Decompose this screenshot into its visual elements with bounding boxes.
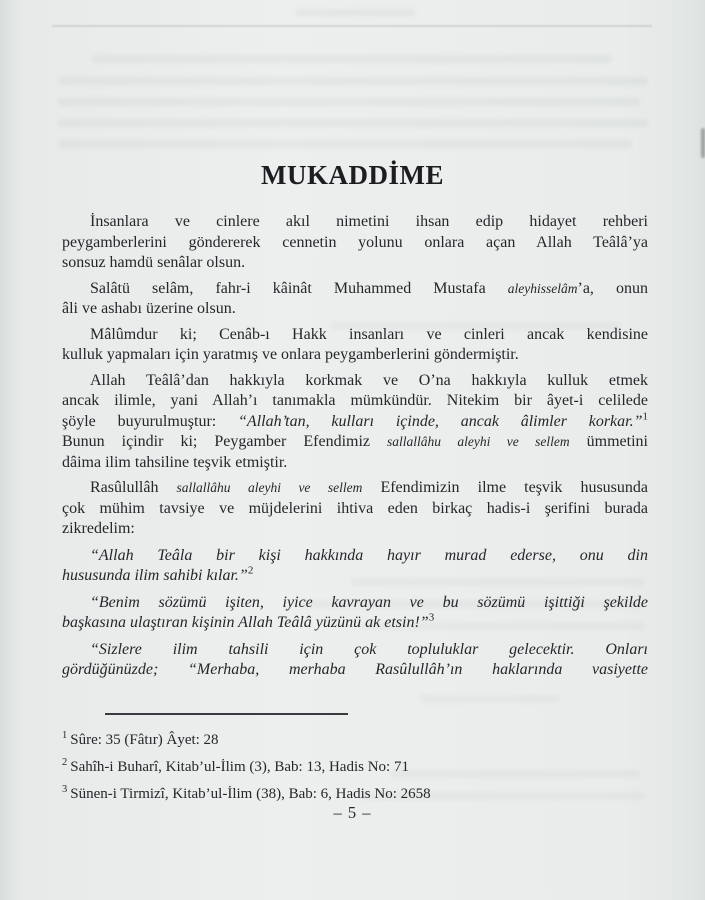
bleedthrough-text-ghost — [58, 119, 648, 127]
footnotes — [62, 731, 648, 812]
text-line: çok mühim tavsiye ve müjdelerini ihtiva eden birkaç hadis-i şerifini burada — [62, 499, 648, 517]
text-line: dâima ilim tahsiline teşvik etmiştir. — [62, 453, 288, 471]
footnote — [62, 731, 648, 750]
bleedthrough-text-ghost — [58, 98, 640, 106]
bleedthrough-text-ghost — [420, 695, 560, 703]
quote-paragraph — [62, 546, 648, 587]
footnote — [62, 785, 648, 804]
text-line: Mâlûmdur ki; Cenâb-ı Hakk insanları ve cinleri ancak kendisine — [90, 325, 648, 343]
text-line: şöyle buyurulmuştur: “Allah’tan, kulları içinde, ancak âlimler korkar.”$^1$ — [62, 410, 649, 430]
text-line: “Sizlere ilim tahsili için çok topluluklar gelecektir. Onları — [90, 640, 648, 658]
text-line: “Allah Teâla bir kişi hakkında hayır murad ederse, onu din — [90, 546, 648, 564]
footnote-text: Sahîh-i Buharî, Kitab’ul-İlim (3), Bab: 13, Hadis No: 71 — [70, 759, 409, 775]
footnote-number: 1 — [62, 730, 68, 741]
bleedthrough-text-ghost — [58, 140, 632, 148]
page-number: – 5 – — [333, 803, 372, 822]
paragraph — [62, 478, 648, 540]
text-line: Salâtü selâm, fahr-i kâinât Muhammed Mustafa aleyhisselâm’a, onun — [90, 279, 648, 297]
text-line: Rasûlullâh sallallâhu aleyhi ve sellem Efendimizin ilme teşvik hususunda — [90, 479, 649, 496]
text-line: İnsanlara ve cinlere akıl nimetini ihsan edip hidayet rehberi — [90, 213, 648, 230]
text-line: ancak ilimle, yani Allah’ı tanımakla mümkündür. Nitekim bir âyet-i celilede — [62, 392, 648, 409]
text-line: başkasına ulaştıran kişinin Allah Teâlâ yüzünü ak etsin!”$^3$ — [62, 611, 435, 631]
text-line: Bunun içindir ki; Peygamber Efendimiz sallallâhu aleyhi ve sellem ümmetini — [62, 433, 648, 450]
paragraph — [62, 212, 648, 274]
paragraph — [62, 325, 648, 366]
page-title: MUKADDİME — [261, 160, 444, 190]
bleedthrough-rule-ghost — [52, 25, 652, 27]
text-line: sonsuz hamdü senâlar olsun. — [62, 254, 246, 271]
quote-paragraph — [62, 593, 648, 634]
text-line: “Benim sözümü işiten, iyice kavrayan ve bu sözümü işittiği şekilde — [90, 593, 648, 611]
quote-paragraph — [62, 640, 648, 681]
footnote-text: Sûre: 35 (Fâtır) Âyet: 28 — [70, 732, 219, 748]
footnote-text: Sünen-i Tirmizî, Kitab’ul-İlim (38), Bab: 6, Hadis No: 2658 — [70, 786, 431, 802]
bleedthrough-text-ghost — [58, 77, 648, 85]
footnote-separator — [105, 713, 348, 715]
body-paragraphs — [62, 212, 648, 686]
text-line: kulluk yapmaları için yaratmış ve onlara peygamberlerini göndermiştir. — [62, 346, 519, 363]
paragraph — [62, 279, 648, 320]
footnote-number: 3 — [62, 784, 68, 795]
bleedthrough-text-ghost — [92, 55, 612, 63]
text-line: âli ve ashabı üzerine olsun. — [62, 300, 236, 317]
bleedthrough-header-ghost — [295, 9, 415, 16]
text-line: peygamberlerini göndererek cennetin yolunu onlara açan Allah Teâlâ’ya — [62, 233, 648, 251]
text-line: Allah Teâlâ’dan hakkıyla korkmak ve O’na hakkıyla kulluk etmek — [90, 371, 648, 389]
paragraph — [62, 371, 648, 474]
text-line: gördüğünüzde; “Merhaba, merhaba Rasûlullâh’ın haklarında vasiyette — [62, 661, 648, 678]
page-edge-mark — [701, 128, 705, 158]
footnote-number: 2 — [62, 757, 68, 768]
text-line: zikredelim: — [62, 520, 135, 537]
text-line: hususunda ilim sahibi kılar.”$^2$ — [62, 564, 254, 584]
footnote — [62, 758, 648, 777]
